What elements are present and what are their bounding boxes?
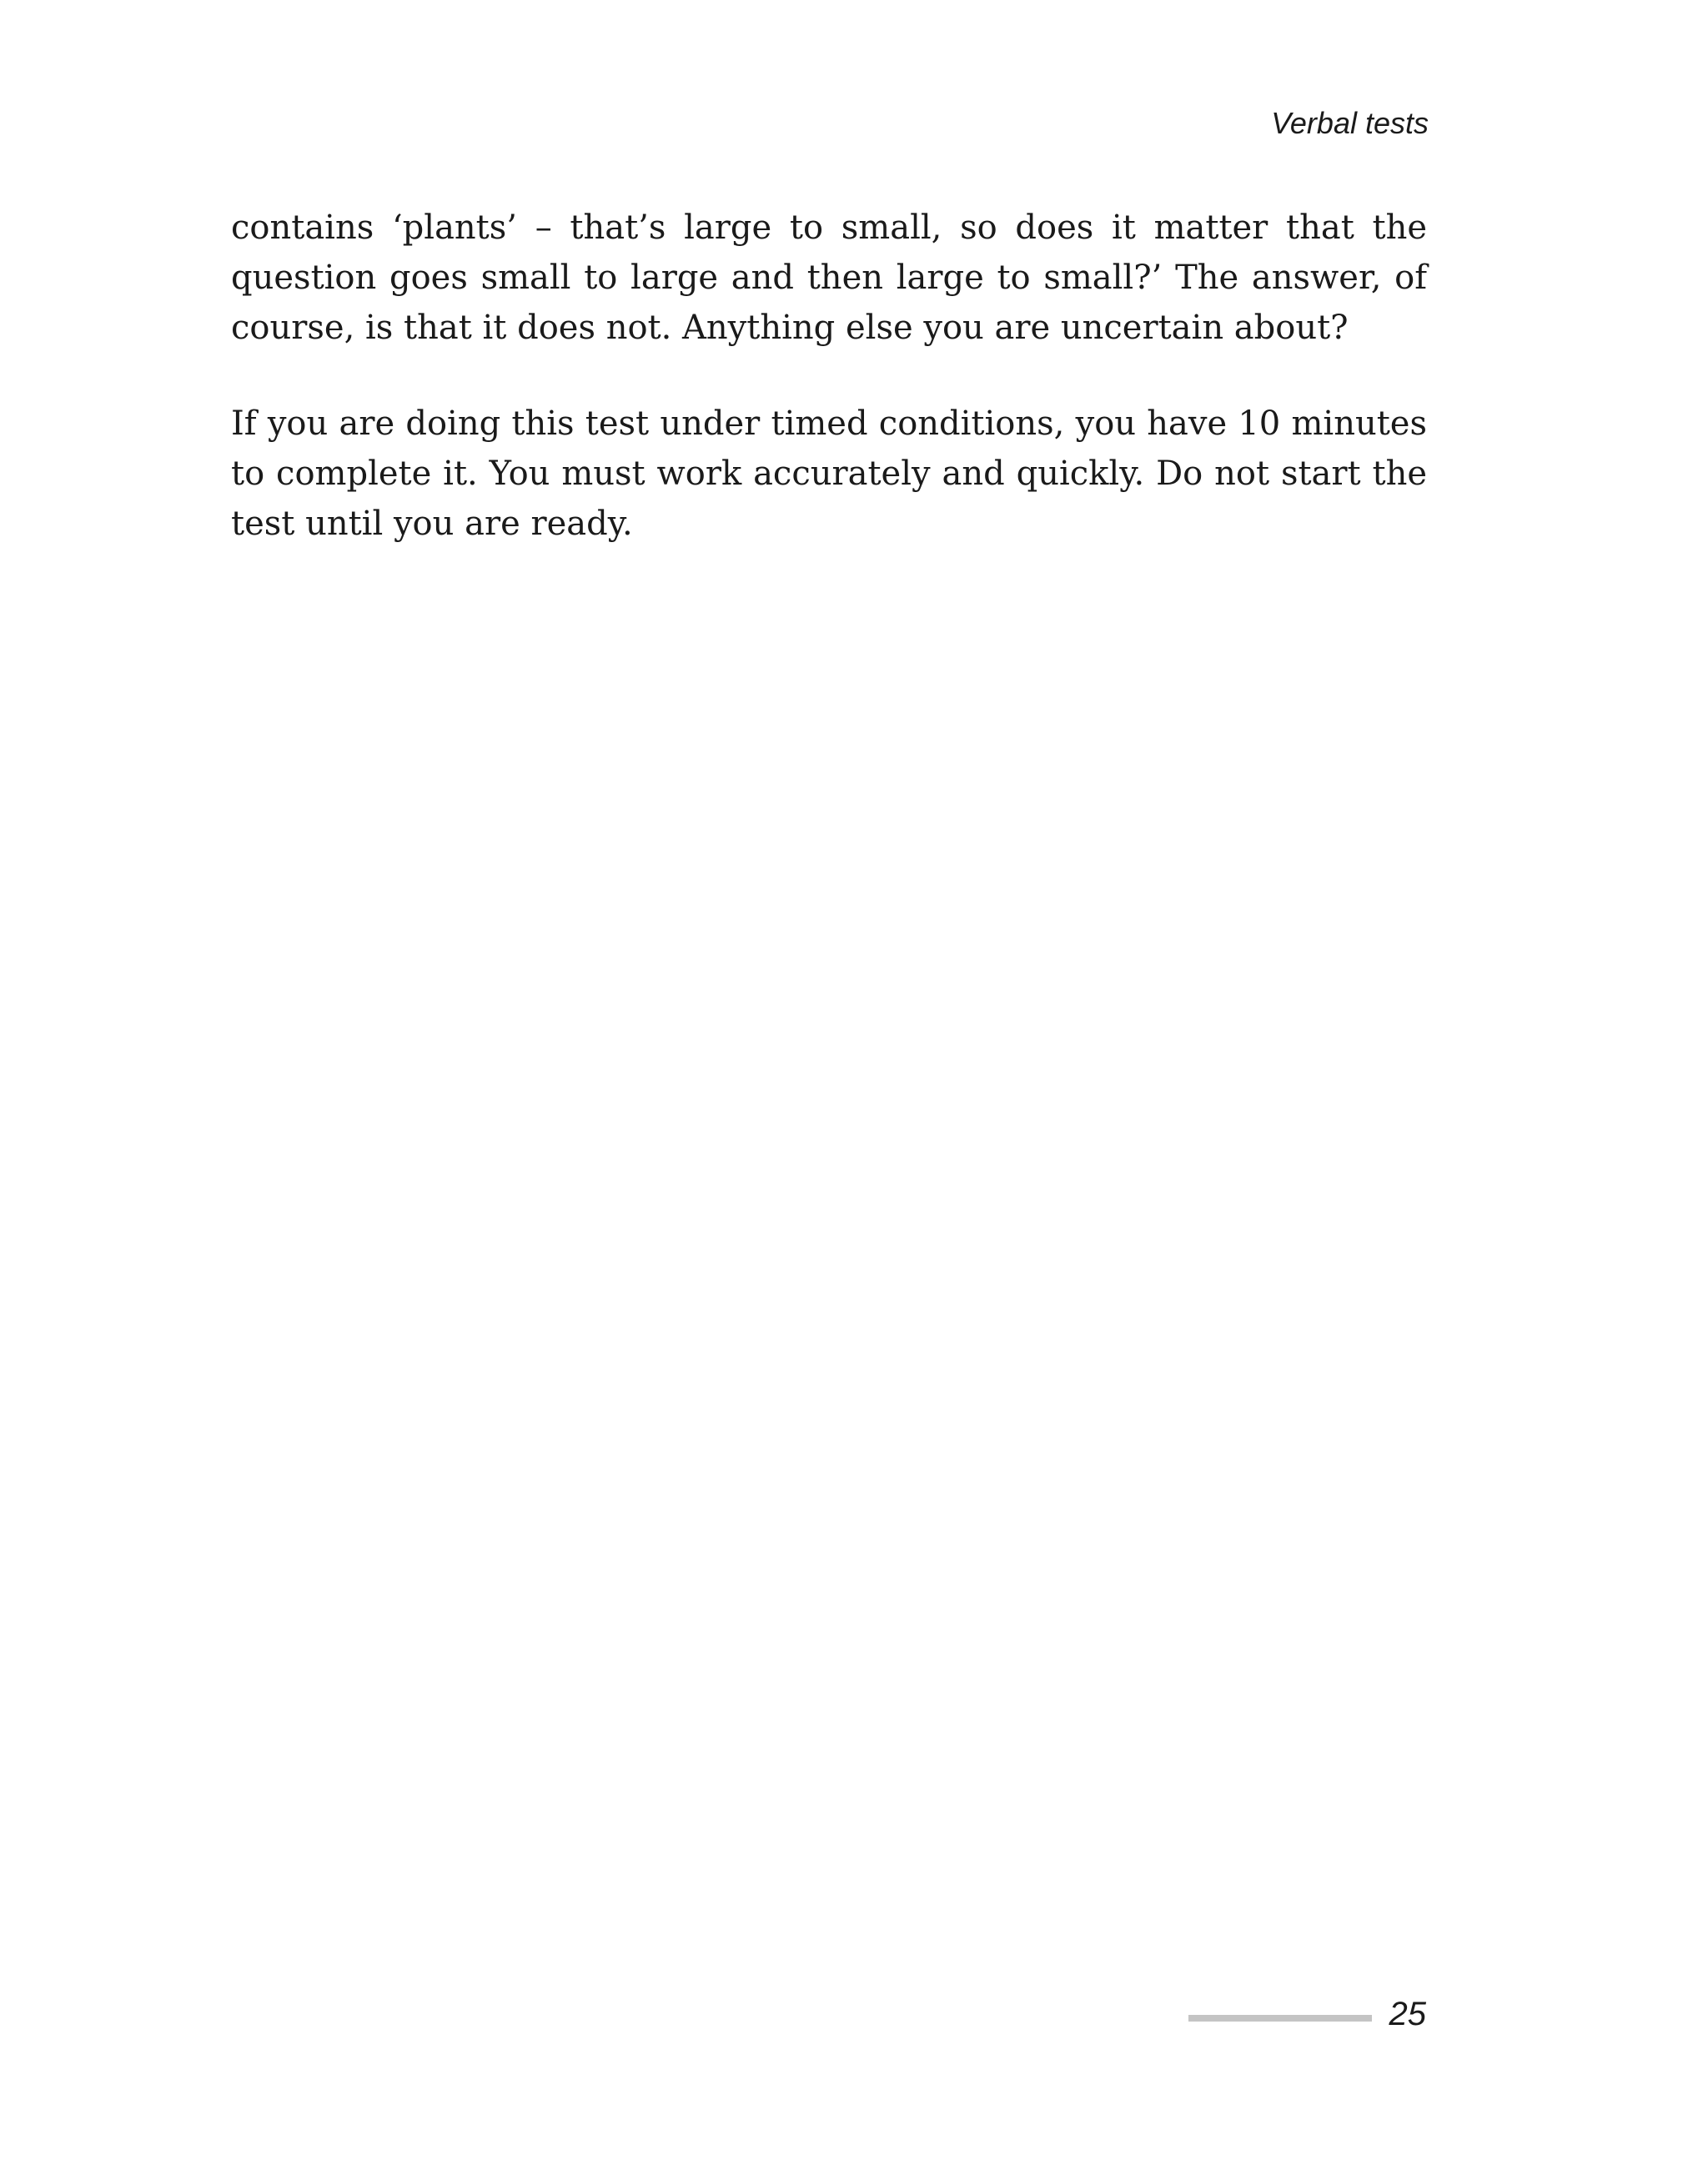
- body-paragraph-1: contains ‘plants’ – that’s large to small, so does it matter that the question goes small to large and then large to small?’ The answer, of course, is that it does not. Anything else you are uncertain about?: [231, 208, 1427, 347]
- footer-rule: [1188, 2015, 1372, 2022]
- page-number: 25: [1389, 1996, 1426, 2032]
- running-head: Verbal tests: [1271, 106, 1429, 140]
- body-paragraph-2: If you are doing this test under timed conditions, you have 10 minutes to complete it. You must work accurately and quickly. Do not start the test until you are ready.: [231, 404, 1427, 543]
